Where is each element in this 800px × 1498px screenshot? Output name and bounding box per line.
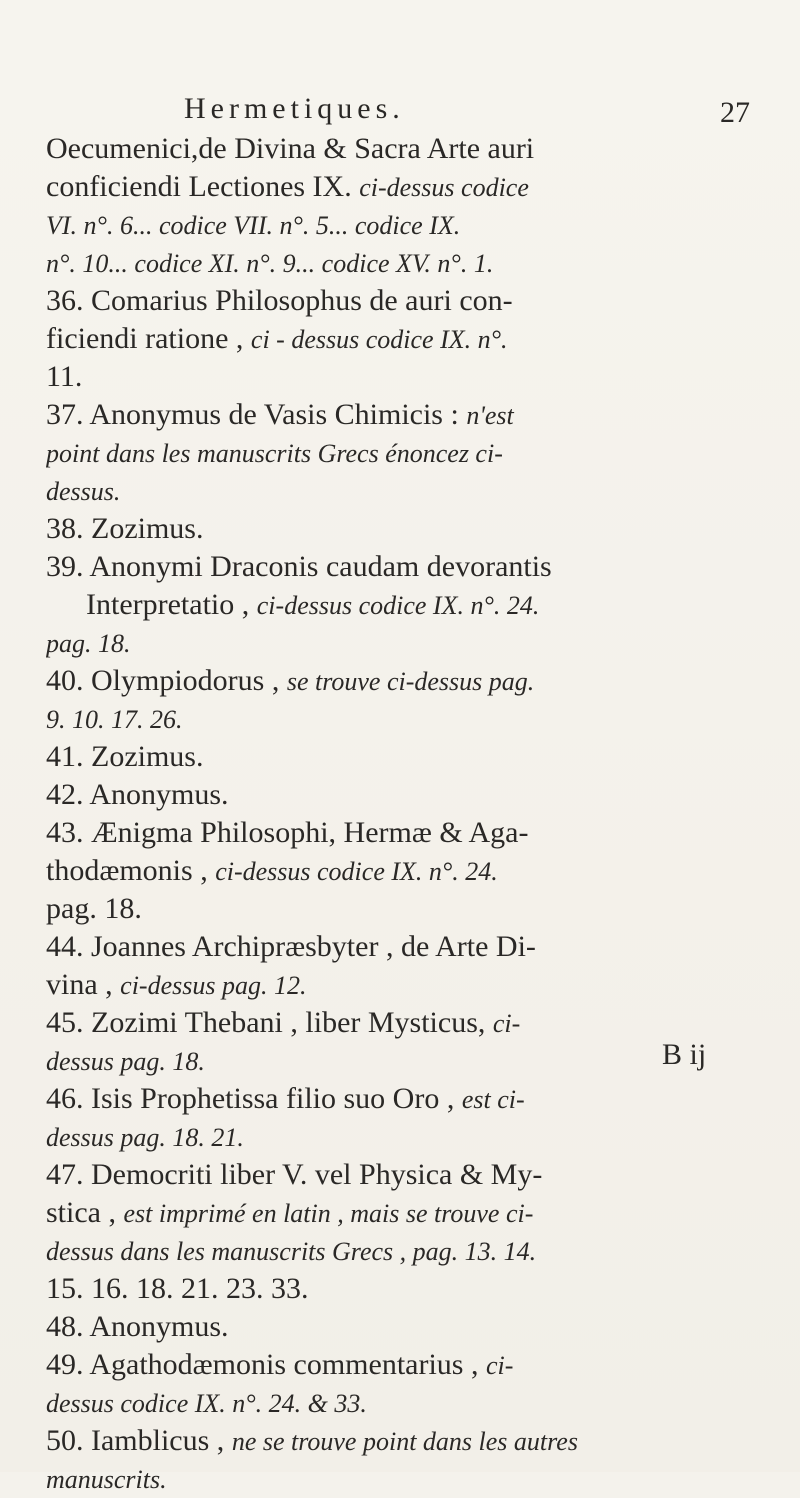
- text-line: [46, 814, 768, 852]
- roman-segment: ficiendi ratione ,: [46, 322, 251, 355]
- text-line: [46, 738, 768, 776]
- roman-segment: 45. Zozimi Thebani , liber Mysticus,: [46, 1006, 493, 1039]
- italic-segment: dessus.: [46, 477, 121, 506]
- italic-segment: ne se trouve point dans les autres: [231, 1427, 578, 1456]
- text-line: [46, 206, 768, 244]
- italic-segment: est imprimé en latin , mais se trouve ci-: [123, 1199, 534, 1228]
- roman-segment: conficiendi Lectiones IX.: [46, 170, 360, 203]
- italic-segment: se trouve ci-dessus pag.: [286, 667, 535, 696]
- italic-segment: dessus codice IX. n°. 24. & 33.: [46, 1389, 367, 1418]
- text-line: [46, 586, 768, 624]
- italic-segment: dessus pag. 18. 21.: [46, 1123, 244, 1152]
- catalogue-text: [46, 130, 768, 1498]
- roman-segment: 47. Democriti liber V. vel Physica & My-: [46, 1158, 543, 1191]
- italic-segment: ci - dessus codice IX. n°.: [250, 325, 508, 354]
- italic-segment: dessus pag. 18.: [46, 1047, 205, 1076]
- roman-segment: 37. Anonymus de Vasis Chimicis :: [46, 398, 467, 431]
- roman-segment: 48. Anonymus.: [46, 1310, 229, 1343]
- italic-segment: ci-dessus codice IX. n°. 24.: [215, 857, 498, 886]
- text-line: [46, 890, 768, 928]
- roman-segment: 50. Iamblicus ,: [46, 1424, 232, 1457]
- italic-segment: ci-dessus codice IX. n°. 24.: [256, 591, 540, 620]
- text-line: [46, 510, 768, 548]
- roman-segment: 41. Zozimus.: [46, 740, 204, 773]
- text-line: [46, 548, 768, 586]
- text-line: [46, 1460, 768, 1498]
- text-line: [46, 358, 768, 396]
- italic-segment: 9. 10. 17. 26.: [46, 705, 183, 734]
- roman-segment: vina ,: [46, 968, 121, 1001]
- text-line: [46, 1080, 768, 1118]
- text-line: [46, 1232, 768, 1270]
- text-line: [46, 1270, 768, 1308]
- roman-segment: 44. Joannes Archipræsbyter , de Arte Di-: [46, 930, 536, 963]
- roman-segment: pag. 18.: [46, 892, 142, 925]
- text-line: [46, 852, 768, 890]
- text-line: [46, 662, 768, 700]
- text-line: [46, 776, 768, 814]
- italic-segment: dessus dans les manuscrits Grecs , pag. 13. 14.: [46, 1237, 537, 1266]
- roman-segment: 39. Anonymi Draconis caudam devorantis: [46, 550, 552, 583]
- text-line: [46, 1194, 768, 1232]
- roman-segment: thodæmonis ,: [46, 854, 216, 887]
- text-line: [46, 320, 768, 358]
- text-line: [46, 1422, 768, 1460]
- text-line: [46, 1118, 768, 1156]
- italic-segment: ci-: [492, 1009, 521, 1038]
- running-title: Hermetiques.: [184, 92, 405, 125]
- italic-segment: ci-dessus codice: [359, 173, 529, 202]
- italic-segment: pag. 18.: [46, 629, 131, 658]
- italic-segment: ci-dessus pag. 12.: [120, 971, 307, 1000]
- printer-signature-mark: B ij: [662, 1038, 707, 1071]
- italic-segment: n'est: [466, 401, 514, 430]
- text-line: [46, 966, 768, 1004]
- text-line: [46, 130, 768, 168]
- italic-segment: est ci-: [461, 1085, 525, 1114]
- text-line: [46, 700, 768, 738]
- italic-segment: VI. n°. 6... codice VII. n°. 5... codice IX.: [46, 211, 461, 240]
- roman-segment: 40. Olympiodorus ,: [46, 664, 287, 697]
- text-line: [46, 1004, 768, 1042]
- roman-segment: 49. Agathodæmonis commentarius ,: [46, 1348, 486, 1381]
- italic-segment: point dans les manuscrits Grecs énoncez ci-: [46, 439, 503, 468]
- roman-segment: stica ,: [46, 1196, 124, 1229]
- italic-segment: ci-: [485, 1351, 514, 1380]
- page-number: 27: [720, 96, 750, 129]
- roman-segment: Interpretatio ,: [86, 588, 257, 621]
- roman-segment: 38. Zozimus.: [46, 512, 204, 545]
- text-line: [46, 1346, 768, 1384]
- roman-segment: 36. Comarius Philosophus de auri con-: [46, 284, 513, 317]
- text-line: [46, 396, 768, 434]
- text-line: [46, 1042, 768, 1080]
- roman-segment: 42. Anonymus.: [46, 778, 229, 811]
- roman-segment: 43. Ænigma Philosophi, Hermæ & Aga-: [46, 816, 529, 849]
- roman-segment: 46. Isis Prophetissa filio suo Oro ,: [46, 1082, 462, 1115]
- text-line: [46, 1156, 768, 1194]
- text-line: [46, 624, 768, 662]
- roman-segment: 11.: [46, 360, 83, 393]
- roman-segment: 15. 16. 18. 21. 23. 33.: [46, 1272, 309, 1305]
- text-line: [46, 472, 768, 510]
- text-line: [46, 244, 768, 282]
- text-line: [46, 282, 768, 320]
- italic-segment: n°. 10... codice XI. n°. 9... codice XV. n°. 1.: [46, 249, 494, 278]
- text-line: [46, 1384, 768, 1422]
- page-header: [0, 92, 800, 132]
- italic-segment: manuscrits.: [46, 1465, 167, 1494]
- text-line: [46, 1308, 768, 1346]
- text-line: [46, 928, 768, 966]
- text-line: [46, 434, 768, 472]
- text-line: [46, 168, 768, 206]
- roman-segment: Oecumenici,de Divina & Sacra Arte auri: [46, 132, 535, 165]
